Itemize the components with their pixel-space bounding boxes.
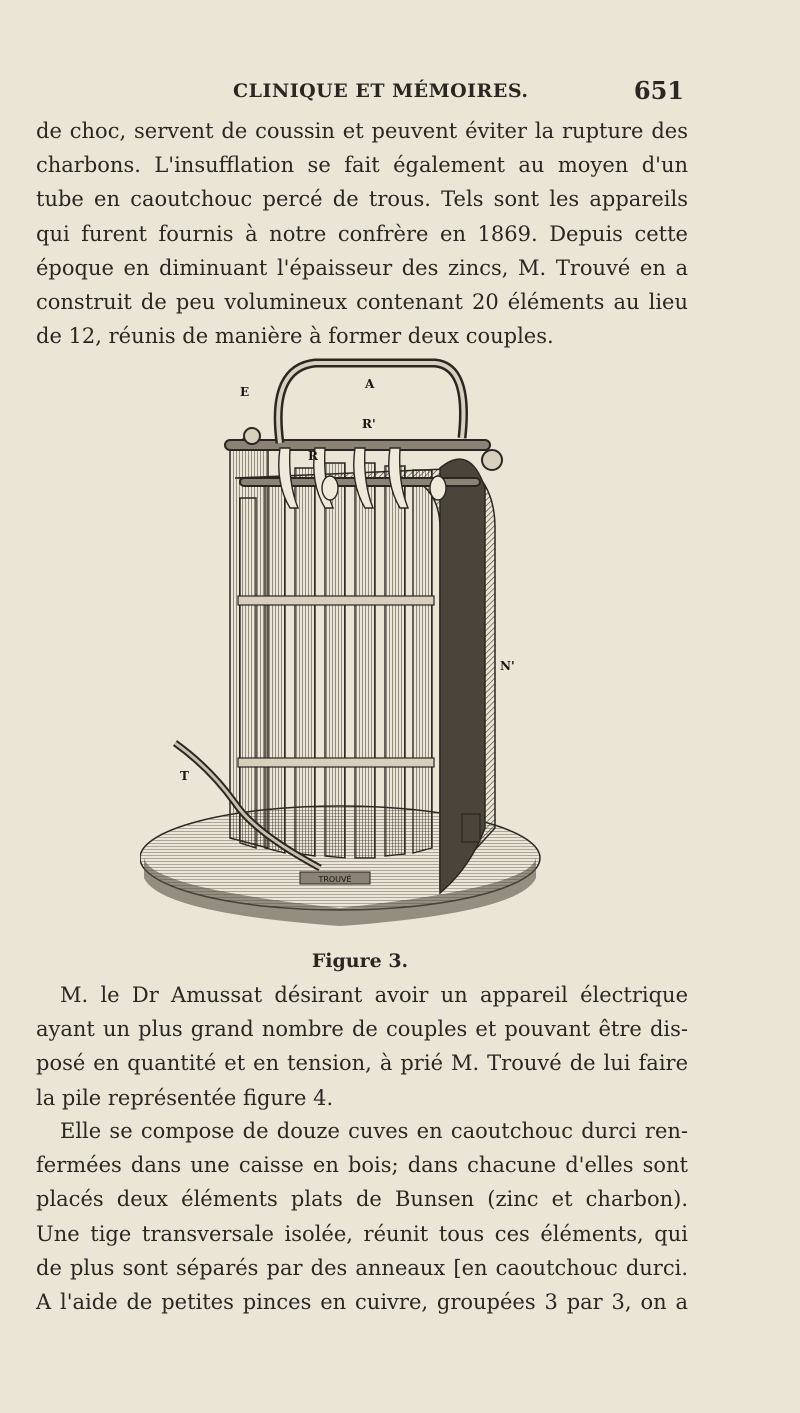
- text-line: posé en quantité et en tension, à prié M. Trouvé de lui faire: [36, 1051, 688, 1076]
- text-line: ayant un plus grand nombre de couples et pouvant être dis-: [36, 1017, 688, 1042]
- maker-plate-label: TROUVÉ: [318, 875, 352, 884]
- text-line: fermées dans une caisse en bois; dans chacune d'elles sont: [36, 1153, 688, 1178]
- label-e: E: [240, 385, 250, 399]
- text-line: charbons. L'insufflation se fait également au moyen d'un: [36, 153, 688, 178]
- page-number: 651: [633, 76, 684, 105]
- text-line: de plus sont séparés par des anneaux [en caoutchouc durci.: [36, 1255, 688, 1280]
- running-title: CLINIQUE ET MÉMOIRES.: [233, 80, 529, 102]
- text-line: la pile représentée figure 4.: [36, 1085, 334, 1110]
- battery-engraving: [140, 348, 560, 928]
- text-line: Une tige transversale isolée, réunit tous ces éléments, qui: [36, 1221, 688, 1246]
- paragraph-1: [36, 114, 688, 353]
- paragraph-2: [36, 978, 688, 1115]
- figure-caption: Figure 3.: [311, 950, 409, 972]
- text-line: construit de peu volumineux contenant 20 éléments au lieu: [36, 290, 688, 315]
- label-n: N': [500, 659, 515, 673]
- text-line: M. le Dr Amussat désirant avoir un appareil électrique: [60, 983, 688, 1007]
- text-line: placés deux éléments plats de Bunsen (zinc et charbon).: [36, 1187, 688, 1212]
- text-line: tube en caoutchouc percé de trous. Tels sont les appareils: [36, 187, 688, 212]
- text-line: de choc, servent de coussin et peuvent éviter la rupture des: [36, 119, 688, 143]
- page-header: [38, 76, 688, 108]
- label-a: A: [365, 377, 375, 391]
- text-line: A l'aide de petites pinces en cuivre, groupées 3 par 3, on a: [36, 1290, 688, 1315]
- text-line: de 12, réunis de manière à former deux couples.: [36, 324, 554, 349]
- label-r-prime: R': [362, 417, 376, 431]
- text-line: qui furent fournis à notre confrère en 1869. Depuis cette: [36, 221, 688, 246]
- text-line: Elle se compose de douze cuves en caoutchouc durci ren-: [60, 1119, 688, 1143]
- label-t: T: [180, 769, 189, 783]
- paragraph-3: [36, 1114, 688, 1319]
- label-r: R: [308, 449, 318, 463]
- text-line: époque en diminuant l'épaisseur des zincs, M. Trouvé en a: [36, 255, 688, 280]
